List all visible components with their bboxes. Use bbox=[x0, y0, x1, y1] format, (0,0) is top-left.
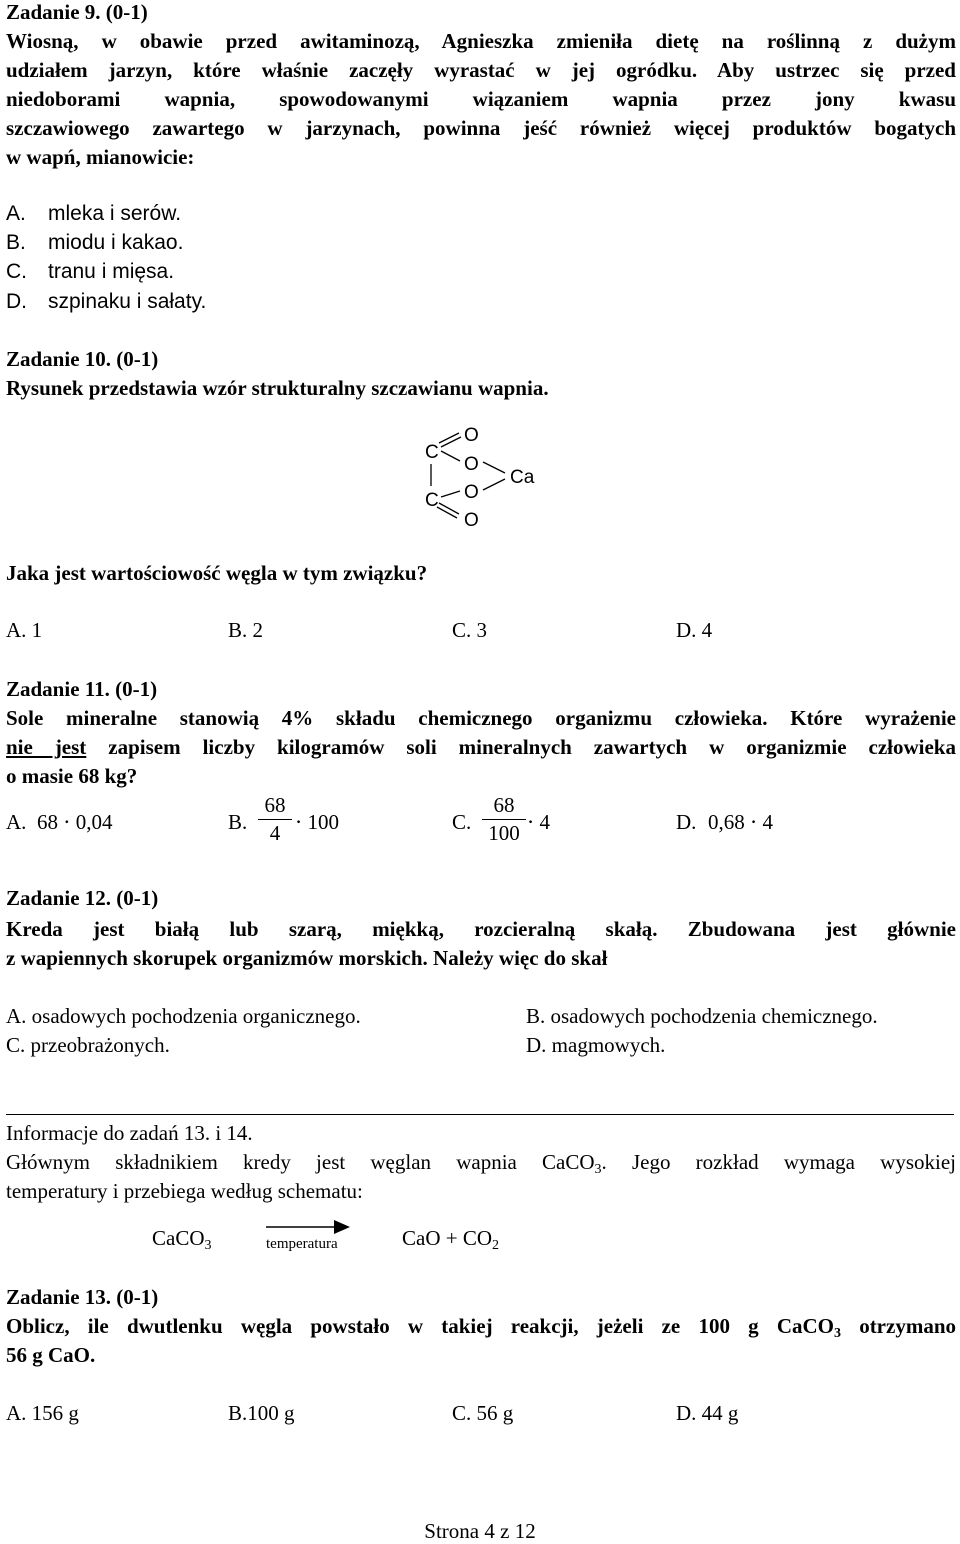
task-11-text-line: Sole mineralne stanowią 4% składu chemicznego organizmu człowieka. Które wyrażenie bbox=[6, 706, 956, 730]
fraction-bar bbox=[482, 819, 526, 820]
task-9-text-line: w wapń, mianowicie: bbox=[6, 145, 195, 169]
task-10-option-c: C. 3 bbox=[452, 618, 488, 642]
task-9-option-b-letter: B. bbox=[6, 231, 26, 254]
info-heading: Informacje do zadań 13. i 14. bbox=[6, 1121, 253, 1145]
info-text-line: temperatury i przebiega według schematu: bbox=[6, 1179, 363, 1203]
task-12-option-b: B. osadowych pochodzenia chemicznego. bbox=[526, 1004, 878, 1028]
task-11-option-b-tail: ⋅ 100 bbox=[295, 810, 339, 834]
task-13-option-a: A. 156 g bbox=[6, 1401, 79, 1425]
task-12-text-line: Kreda jest białą lub szarą, miękką, rozcieralną skałą. Zbudowana jest głównie bbox=[6, 917, 956, 941]
task-11-text-line: nie jest zapisem liczby kilogramów soli mineralnych zawartych w organizmie człowieka bbox=[6, 735, 956, 759]
task-9-text-line: Wiosną, w obawie przed awitaminozą, Agnieszka zmieniła dietę na roślinną z dużym bbox=[6, 29, 956, 53]
task-11-option-d-expression: 0,68 ⋅ 4 bbox=[708, 810, 773, 834]
task-10-title: Zadanie 10. (0-1) bbox=[6, 347, 159, 371]
calcium-atom: Ca bbox=[510, 467, 535, 488]
oxygen-atom: O bbox=[464, 510, 479, 531]
task-12-title: Zadanie 12. (0-1) bbox=[6, 886, 159, 910]
task-9-option-d-letter: D. bbox=[6, 290, 27, 313]
task-10-option-d: D. 4 bbox=[676, 618, 713, 642]
task-13-title: Zadanie 13. (0-1) bbox=[6, 1285, 159, 1309]
task-9-option-b: miodu i kakao. bbox=[48, 231, 184, 254]
page-footer: Strona 4 z 12 bbox=[424, 1519, 536, 1543]
double-bond-line bbox=[441, 437, 461, 447]
oxygen-atom: O bbox=[464, 482, 479, 503]
task-12-option-d: D. magmowych. bbox=[526, 1033, 666, 1057]
task-11-option-c-tail: ⋅ 4 bbox=[527, 810, 550, 834]
task-13-text-line: 56 g CaO. bbox=[6, 1343, 96, 1367]
task-9-text-line: niedoborami wapnia, spowodowanymi wiązaniem wapnia przez jony kwasu bbox=[6, 87, 956, 111]
fraction-denominator: 100 bbox=[488, 821, 520, 845]
fraction-bar bbox=[258, 819, 292, 820]
single-bond-line bbox=[441, 491, 460, 497]
reaction-condition-label: temperatura bbox=[266, 1236, 338, 1252]
task-9-title: Zadanie 9. (0-1) bbox=[6, 0, 148, 24]
task-13-text-line: Oblicz, ile dwutlenku węgla powstało w takiej reakcji, jeżeli ze 100 g CaCO$_3$ otrzymano bbox=[6, 1314, 956, 1341]
oxygen-calcium-bond bbox=[483, 462, 505, 473]
task-11-option-a-label: A. bbox=[6, 810, 27, 834]
reaction-reactant: CaCO$_3$ bbox=[152, 1226, 212, 1253]
fraction-denominator: 4 bbox=[269, 821, 281, 845]
task-11-option-c-label: C. bbox=[452, 810, 472, 834]
fraction-numerator: 68 bbox=[493, 793, 515, 817]
task-11-option-c-fraction bbox=[482, 793, 526, 846]
fraction-numerator: 68 bbox=[264, 793, 286, 817]
task-13-option-b: B.100 g bbox=[228, 1401, 295, 1425]
task-12-option-a: A. osadowych pochodzenia organicznego. bbox=[6, 1004, 361, 1028]
task-11-option-b-fraction bbox=[258, 793, 292, 846]
task-9-option-c: tranu i mięsa. bbox=[48, 260, 175, 283]
oxygen-calcium-bond bbox=[483, 479, 505, 490]
task-10-option-b: B. 2 bbox=[228, 618, 264, 642]
task-10-intro: Rysunek przedstawia wzór strukturalny szczawianu wapnia. bbox=[6, 376, 549, 400]
task-13-option-c: C. 56 g bbox=[452, 1401, 514, 1425]
task-13-option-d: D. 44 g bbox=[676, 1401, 739, 1425]
double-bond-line bbox=[439, 503, 459, 514]
task-12-text-line: z wapiennych skorupek organizmów morskich. Należy więc do skał bbox=[6, 946, 608, 970]
double-bond-line bbox=[437, 507, 457, 518]
reaction-products: CaO + $CO_2$ bbox=[402, 1226, 500, 1253]
carbon-atom-bottom: C bbox=[425, 490, 439, 511]
task-9-option-a: mleka i serów. bbox=[48, 202, 182, 225]
calcium-oxalate-structure bbox=[415, 418, 545, 533]
task-11-option-b-label: B. bbox=[228, 810, 248, 834]
negation-underlined: nie jest bbox=[6, 735, 87, 759]
reaction-arrow-icon bbox=[266, 1219, 350, 1235]
task-9-text-line: szczawiowego zawartego w jarzynach, powinna jeść również więcej produktów bogatych bbox=[6, 116, 956, 140]
oxygen-atom: O bbox=[464, 454, 479, 475]
task-10-question: Jaka jest wartościowość węgla w tym związku? bbox=[6, 561, 428, 585]
task-9-text-line: udziałem jarzyn, które właśnie zaczęły wyrastać w jej ogródku. Aby ustrzec się przed bbox=[6, 58, 956, 82]
task-11-option-d-label: D. bbox=[676, 810, 697, 834]
task-10-option-a: A. 1 bbox=[6, 618, 43, 642]
task-11-title: Zadanie 11. (0-1) bbox=[6, 677, 158, 701]
double-bond-line bbox=[439, 433, 459, 443]
single-bond-line bbox=[441, 451, 460, 461]
task-9-option-a-letter: A. bbox=[6, 202, 26, 225]
task-9-option-c-letter: C. bbox=[6, 260, 27, 283]
task-11-text-line: o masie 68 kg? bbox=[6, 764, 138, 788]
task-11-option-a-expression: 68 ⋅ 0,04 bbox=[37, 810, 113, 834]
oxygen-atom: O bbox=[464, 425, 479, 446]
info-text-line: Głównym składnikiem kredy jest węglan wapnia CaCO$_3$. Jego rozkład wymaga wysokiej bbox=[6, 1150, 956, 1177]
carbon-atom-top: C bbox=[425, 442, 439, 463]
task-9-option-d: szpinaku i sałaty. bbox=[48, 290, 207, 313]
section-divider bbox=[6, 1114, 954, 1115]
task-12-option-c: C. przeobrażonych. bbox=[6, 1033, 170, 1057]
